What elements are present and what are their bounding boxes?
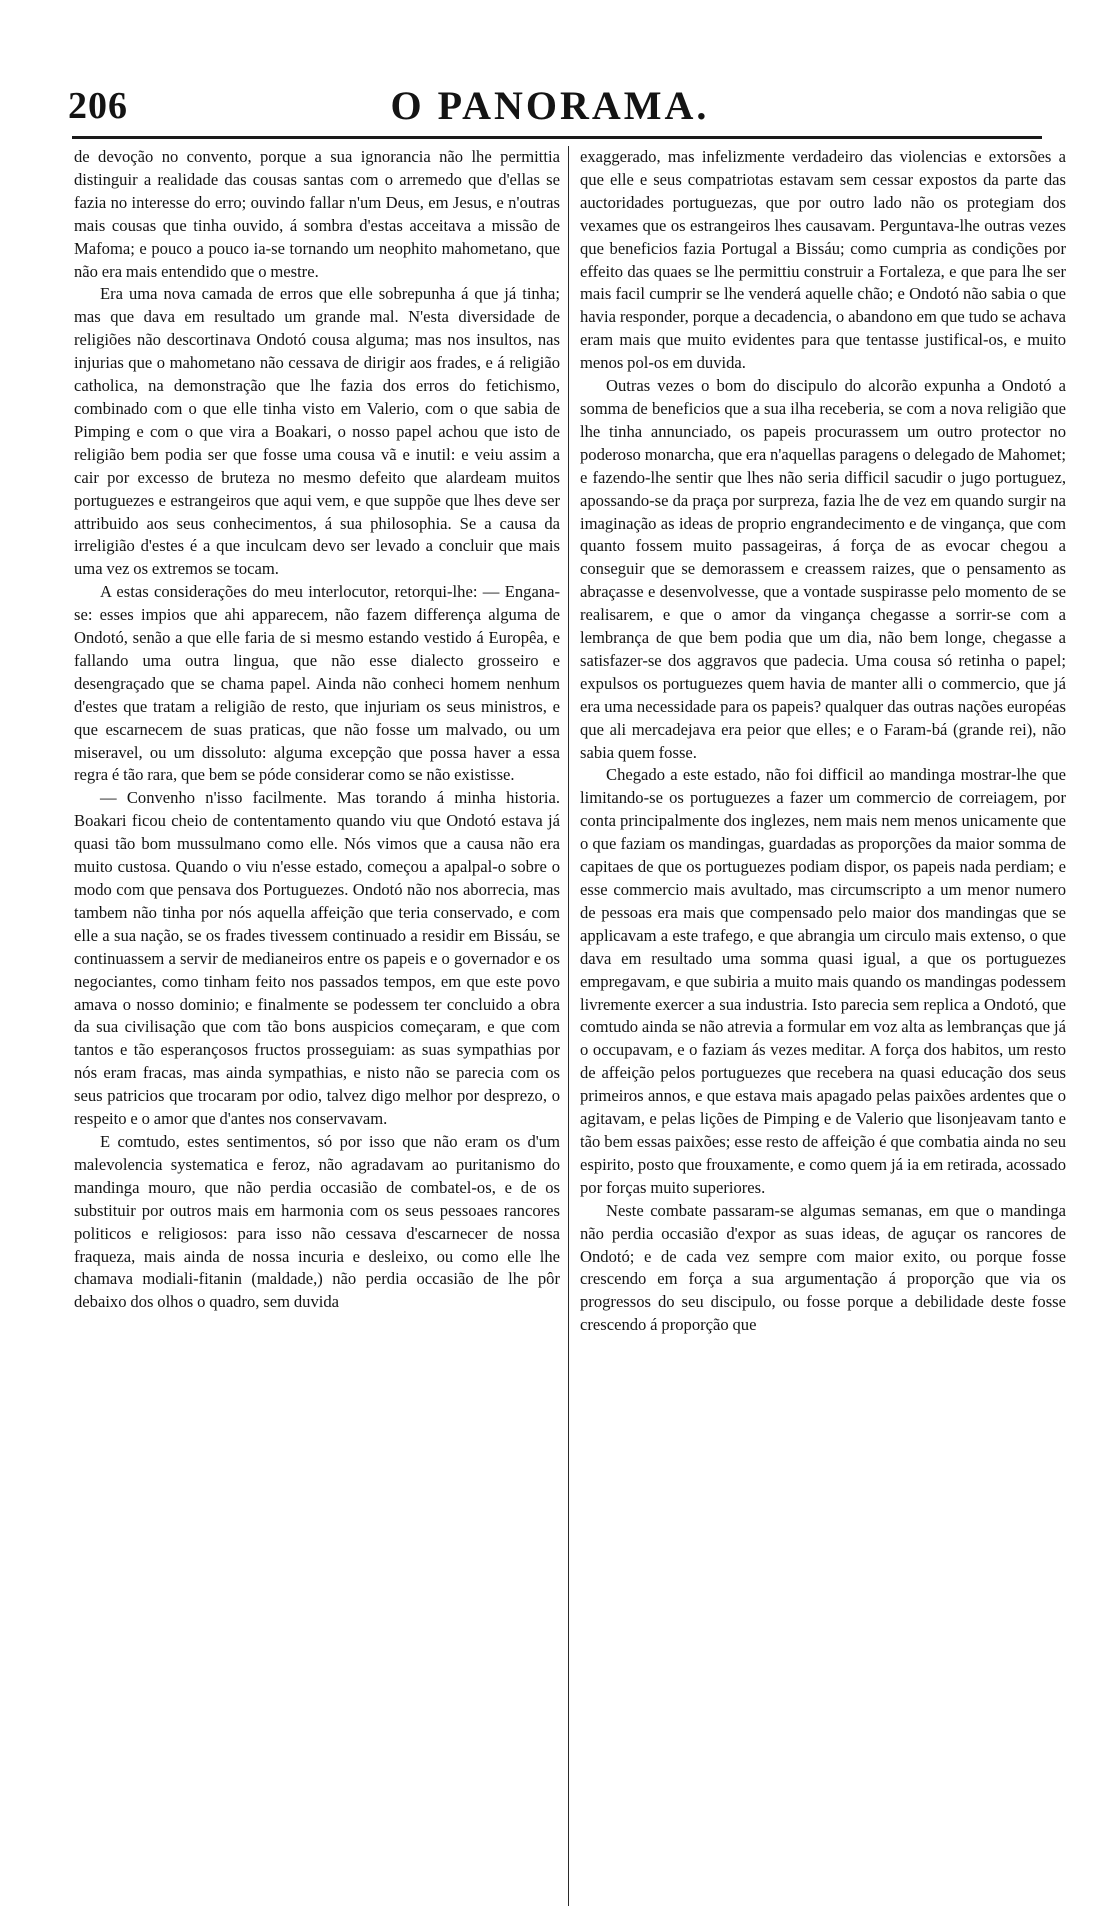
header-rule: [72, 136, 1042, 139]
paragraph: Era uma nova camada de erros que elle sobrepunha á que já tinha; mas que dava em resultado um grande mal. N'esta diversidade de religiões não descortinava Ondotó cousa alguma; mas nos insultos, nas injurias que o mahometano não cessava de dirigir aos frades, e á religião catholica, na demonstração que lhe fazia dos erros do fetichismo, combinado com o que elle tinha visto em Valerio, com o que sabia de Pimping e com o que vira a Boakari, o nosso papel achou que isto de religião bem podia ser que fosse uma cousa vã e inutil: e veiu assim a cair por excesso de bruteza no mesmo defeito que alardeam muitos portuguezes e estrangeiros que aqui vem, e que suppõe que lhes deve ser attribuido aos seus conhecimentos, á sua philosophia. Se a causa da irreligião d'estes é a que inculcam devo ser levado a concluir que mais uma vez os extremos se tocam.: [74, 284, 560, 579]
paragraph: exaggerado, mas infelizmente verdadeiro das violencias e extorsões a que elle e seus compatriotas estavam sem cessar expostos da parte das auctoridades portuguezas, que por outro lado não os protegiam dos vexames que os estrangeiros lhes causavam. Perguntava-lhe outras vezes que beneficios fazia Portugal a Bissáu; como cumpria as condições por effeito das quaes se lhe permittiu construir a Fortaleza, e que para lhe ser mais facil cumprir se lhe venderá aquelle chão; e Ondotó não sabia o que havia responder, porque a decadencia, o abandono em que tudo se achava eram mais que muito evidentes para que tentasse justifical-os, e muito menos pol-os em duvida.: [580, 147, 1066, 373]
paragraph: Outras vezes o bom do discipulo do alcorão expunha a Ondotó a somma de beneficios que a sua ilha receberia, se com a nova religião que lhe tinha annunciado, os papeis procurassem um outro protector no poderoso monarcha, que era n'aquellas paragens o delegado de Mahomet; e fazendo-lhe sentir que lhes não seria difficil sacudir o jugo portuguez, apossando-se da praça por surpreza, fazia lhe de vez em quando surgir na imaginação as ideas de proprio engrandecimento e de vingança, que com quanto fossem muito passageiras, á força de as evocar chegou a conseguir que se demorassem e creassem raizes, que o pensamento as abraçasse e desenvolvesse, que a vontade suspirasse pelo momento de se realisarem, e que o amor da vingança chegasse a sorrir-se com a lembrança de que bem podia que um dia, não bem longe, chegasse a satisfazer-se dos aggravos que padecia. Uma cousa só retinha o papel; expulsos os portuguezes quem havia de manter alli o commercio, que já era uma necessidade para os papeis? qualquer das outras nações européas que ali mercadejava era peior que elles; e o Faram-bá (grande rei), não sabia quem fosse.: [580, 376, 1066, 762]
paragraph: A estas considerações do meu interlocutor, retorqui-lhe: — Engana-se: esses impios que ahi apparecem, não fazem differença alguma de Ondotó, senão a que elle faria de si mesmo estando vestido á Europêa, e fallando uma outra lingua, que não esse dialecto grosseiro e desengraçado que se chama papel. Ainda não conheci homem nenhum d'estes que tratam a religião de resto, que injuriam os seus ministros, e que escarnecem de suas praticas, que não fosse um malvado, ou um miseravel, ou um dissoluto: alguma excepção que possa haver a essa regra é tão rara, que bem se póde considerar como se não existisse.: [74, 582, 560, 785]
left-column: [74, 146, 560, 1314]
page-number: 206: [68, 85, 128, 127]
paragraph: de devoção no convento, porque a sua ignorancia não lhe permittia distinguir a realidade das cousas santas com o arremedo que d'ellas se fazia no interesse do erro; ouvindo fallar n'um Deus, em Jesus, e n'outras mais cousas que tinha ouvido, á sombra d'estas acceitava a missão de Mafoma; e pouco a pouco ia-se tornando um neophito mahometano, que não era mais entendido que o mestre.: [74, 147, 560, 281]
paragraph: Chegado a este estado, não foi difficil ao mandinga mostrar-lhe que limitando-se os portuguezes a fazer um commercio de correiagem, por conta principalmente dos inglezes, nem mais nem menos unicamente que o que faziam os mandingas, guardadas as proporções da maior somma de capitaes de que os portuguezes podiam dispor, os papeis nada perdiam; e esse commercio mais avultado, mas circumscripto a um menor numero de pessoas era mais que compensado pelo maior dos mandingas que se applicavam a este trafego, e que abrangia um circulo mais extenso, o que dava em resultado uma somma quasi igual, a que os portuguezes empregavam, e que subiria a muito mais quando os mandingas podessem livremente exercer a sua industria. Isto parecia sem replica a Ondotó, que comtudo ainda se não atrevia a formular em voz alta as lembranças que já o occupavam, e o faziam ás vezes meditar. A força dos habitos, um resto de affeição pelos portuguezes que recebera na quasi educação dos seus primeiros annos, e que estava mais apagado pelas paixões ardentes que o agitavam, e pelas lições de Pimping e de Valerio que lisonjeavam tanto e tão bem essas paixões; esse resto de affeição é que combatia ainda no seu espirito, posto que frouxamente, e como quem já ia em retirada, acossado por forças muito superiores.: [580, 765, 1066, 1197]
paragraph: — Convenho n'isso facilmente. Mas torando á minha historia. Boakari ficou cheio de contentamento quando viu que Ondotó estava já quasi tão bom mussulmano como elle. Nós vimos que a causa não era muito custosa. Quando o viu n'esse estado, começou a apalpal-o sobre o modo com que pensava dos Portuguezes. Ondotó não nos aborrecia, mas tambem não tinha por nós aquella affeição que teria conservado, e com elle a sua nação, se os frades tivessem continuado a residir em Bissáu, se continuassem a servir de medianeiros entre os papeis e o governador e os negociantes, como tinham feito nos passados tempos, em que este povo amava o nosso dominio; e finalmente se podessem ter concluido a obra da sua civilisação que com tão bons auspicios começaram, e que com tantos e tão esperançosos fructos prosseguiam: as suas sympathias por nós eram fracas, mas ainda sympathias, e nisto não se parecia com os seus patricios que trocaram por odio, talvez digo melhor por desprezo, o respeito e o amor que d'antes nos conservavam.: [74, 788, 560, 1129]
publication-title: O PANORAMA.: [390, 83, 710, 128]
paragraph: Neste combate passaram-se algumas semanas, em que o mandinga não perdia occasião d'expor as suas ideas, de aguçar os rancores de Ondotó; e de cada vez sempre com maior exito, ou porque fosse crescendo em força a sua argumentação á proporção que via os progressos do seu discipulo, ou fosse porque a debilidade deste fosse crescendo á proporção que: [580, 1200, 1066, 1335]
right-column: [580, 146, 1066, 1337]
column-divider: [568, 146, 569, 1906]
paragraph: E comtudo, estes sentimentos, só por isso que não eram os d'um malevolencia systematica e feroz, não agradavam ao puritanismo do mandinga mouro, que não perdia occasião de combatel-os, e de os substituir por outros mais em harmonia com os seus pessoaes rancores politicos e religiosos: para isso não cessava d'escarnecer de nossa fraqueza, mais ainda de nossa incuria e desleixo, ou como elle lhe chamava modiali-fitanin (maldade,) não perdia occasião de lhe pôr debaixo dos olhos o quadro, sem duvida: [74, 1131, 560, 1312]
